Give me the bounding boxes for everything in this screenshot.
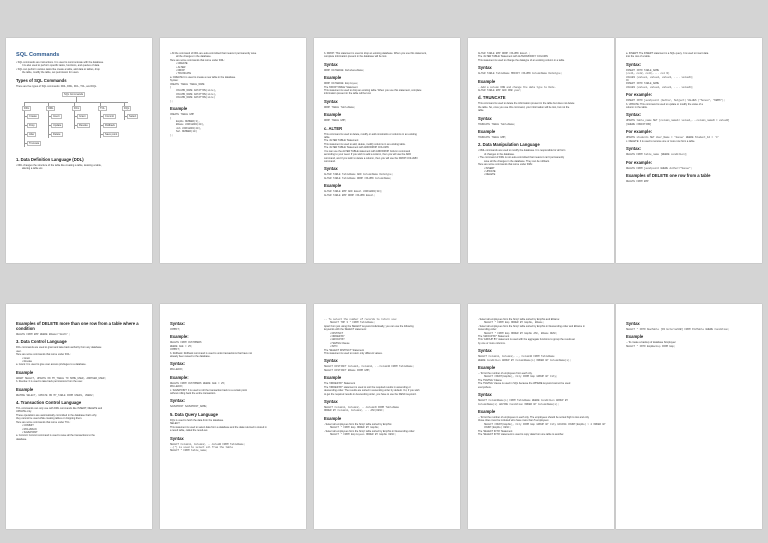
diagram-connector [74, 111, 75, 129]
section-heading: Syntax [478, 115, 492, 121]
text-line: a. Grant: It is used to give user access privileges to a database. [16, 363, 87, 367]
section-heading: Syntax [626, 321, 640, 326]
code-line: GRANT SELECT, UPDATE ON MY_TABLE TO SOME_USER, ANOTHER_USER; [16, 376, 107, 380]
diagram-leaf: Commit [105, 115, 114, 119]
text-line: database. [16, 437, 27, 441]
text-line: • DML commands are used to modify the database. It is responsible for all form [478, 149, 606, 152]
code-line: TRUNCATE TABLE TableName; [478, 122, 516, 126]
code-line: DROP DATABASE Employee; [324, 82, 359, 86]
code-line: SELECT TOP 3 * FROM TableName; [330, 321, 376, 325]
code-line: SELECT Column1, Column2,..., ColumnN FROM TableName [478, 355, 555, 359]
section-heading: c. ALTER [324, 125, 343, 131]
section-heading: Example [324, 75, 342, 81]
section-heading: Example [478, 365, 496, 371]
code-line: SELECT COUNT(EmpNo), City FROM Emp GROUP BY City; [484, 375, 558, 379]
section-heading: Example: [170, 334, 189, 340]
text-line: • The command of DML is not auto-committed that means it can't permanently [478, 156, 606, 159]
text-line: -- To list the number of employees from each city. [478, 372, 533, 376]
page-4 [468, 38, 614, 263]
diagram-leaf: Rollback [105, 124, 115, 128]
code-line: DROP TABLE TableName; [324, 105, 356, 109]
code-line: INSERT INTO TABLE_NAME [626, 82, 660, 86]
text-line: - Select all employees from the 'Emp' table sorted by EmpNo in Descending order and EName in [478, 324, 585, 328]
text-line: • DISTINCT [324, 332, 452, 335]
code-line: INSERT INTO javatpoint (Author, Subject) VALUES ("Sonoo", "DBMS"); [626, 99, 726, 103]
code-line: ROLLBACK; [170, 368, 184, 372]
text-line: those cities must be included who have more than 5 employees: [478, 419, 550, 423]
code-line: ROLLBACK; [170, 385, 184, 389]
text-block [16, 321, 144, 441]
code-line: Job VARCHAR2(20), [176, 126, 202, 130]
text-line: The 'GROUP BY' Statement [478, 335, 510, 339]
diagram-leaf: Save point [105, 133, 118, 137]
text-block [16, 157, 144, 171]
text-line: The 'SELECT INTO' statement is used to copy data from one table to another. [478, 432, 565, 436]
text-line: • HAVING Clause [324, 342, 452, 345]
text-line: -- To list the number of employees in each city. The employees should be sorted high to low and only [478, 415, 590, 419]
section-heading: Example: [170, 374, 189, 380]
section-heading: Example [478, 129, 496, 135]
diagram-leaf: Grant [79, 115, 86, 119]
diagram-group-ddl: DDL [24, 107, 30, 111]
text-line: c. DELETE: It is used to remove one or more row from a table. [626, 139, 696, 143]
text-line: The 'ALTER TABLE' Statement with ADD/DROP COLUMN [324, 146, 389, 150]
section-heading: Example [16, 386, 34, 392]
text-block [478, 52, 606, 177]
code-line: [WHERE CONDITION] [626, 122, 652, 126]
text-line: • SQL commands are instructions. It is used to communicate with the database. [16, 61, 144, 64]
text-line: table. [478, 109, 485, 113]
text-line: • UPDATE [478, 170, 606, 173]
text-line: the table. So, once you use this command, your information will be lost, but not the [478, 105, 570, 109]
text-line: Ascending order: [478, 328, 497, 332]
page-5 [616, 38, 762, 263]
text-line: TCL commands can only use with DML commands like INSERT, DELETE and [16, 407, 103, 411]
section-heading: Example [324, 415, 342, 421]
code-line: CREATE TABLE EMP [170, 113, 195, 117]
text-line: altering a table etc. [22, 167, 44, 171]
text-line: command, and if you wish to delete a column, then you will use the DROP COLUMN [324, 156, 418, 160]
section-heading: Syntax [324, 61, 338, 67]
section-heading: Syntax [478, 392, 492, 398]
section-heading: Example [16, 369, 34, 375]
text-line: This 'GROUP BY' statement is used with the aggregate functions to group the result-set [478, 338, 575, 342]
section-heading: For example: [626, 92, 653, 98]
text-line: already been saved to the database. [170, 355, 211, 359]
text-line: user. [16, 349, 22, 353]
text-line: DCL commands are used to grant and take back authority from any database [16, 346, 102, 350]
section-heading: Types of SQL Commands [16, 77, 67, 83]
text-line: - Select all employees from the 'Emp' table sorted by EmpNo: [324, 422, 392, 426]
text-line: table. [324, 136, 331, 140]
text-line: they cannot be used while creating tables or dropping them. [16, 417, 83, 421]
code-line: COLUMN_NAME DATATYPE(size), [176, 92, 217, 96]
text-line: keywords with the SELECT statement: [324, 328, 367, 332]
section-heading: For example: [626, 129, 653, 135]
text-line: • GROUP BY [324, 338, 452, 341]
text-line: The 'HAVING' clause is used in SQL because the WHERE keyword cannot be used [478, 382, 571, 386]
text-line: • All the command of DDL are auto-committed that means it permanently save [170, 52, 298, 55]
text-line: This statement is used to select data from a database and the data returned is stored in [170, 425, 267, 429]
text-line: DQL is used to fetch the data from the database. [170, 418, 224, 422]
text-line: into the row of a table. [626, 55, 651, 59]
code-line: Sal NUMBER(10) [176, 130, 198, 134]
text-line: • ORDER BY [324, 335, 452, 338]
text-line: This statement is used to add, delete, modify columns in an existing table. [324, 142, 406, 146]
code-line: EName VARCHAR2(20), [176, 123, 205, 127]
code-line: WHERE Condition GROUP BY ColumnName(s) ORDER BY ColumnName(s); [478, 358, 572, 362]
text-block [16, 85, 144, 88]
code-line: VALUES (value1, value2, value3, .... valueN); [626, 75, 694, 79]
text-line: b. DROP: This statement is used to drop an existing database. When you use this statement, [324, 52, 427, 55]
code-line: ( [170, 86, 172, 90]
section-heading: 5. Data Query Language [170, 411, 218, 417]
section-heading: Examples of DELETE more than one row from a table where a condition [16, 321, 139, 331]
code-line: SELECT ColumnName(s) FROM TableName WHERE Condition GROUP BY [478, 399, 569, 403]
diagram-leaf: Insert [53, 115, 60, 119]
text-line: • CREATE [170, 62, 298, 65]
code-line: DELETE FROM table_name [WHERE condition]; [626, 153, 688, 157]
code-line: ALTER TABLE EMP DROP COLUMN Email ; [478, 52, 531, 55]
diagram-leaf: Select [129, 115, 137, 119]
section-heading: Syntax [170, 435, 184, 441]
text-line: • Revoke [16, 360, 144, 363]
diagram-root: SQL Commands [64, 93, 84, 97]
text-line: Or [626, 79, 629, 83]
code-line: COMMIT; [170, 328, 181, 331]
page-10 [616, 304, 762, 529]
text-line: everywhere. [478, 385, 492, 389]
page-3 [314, 38, 460, 263]
code-line: DELETE FROM CUSTOMERS WHERE AGE = 25; [170, 381, 226, 385]
section-heading: Syntax [324, 358, 338, 364]
diagram-leaf: Drop [29, 124, 35, 128]
section-heading: Example [478, 408, 496, 414]
text-line: command. [324, 159, 336, 163]
text-line: • INTO [324, 345, 452, 348]
text-block [170, 321, 298, 453]
text-line: Here are some commands that come under DDL: [170, 58, 225, 62]
code-line: DROP DATABASE DatabaseName; [324, 68, 365, 72]
code-line: COMMIT; [170, 348, 181, 352]
section-heading: 3. Data Control Language [16, 339, 67, 345]
page-8 [314, 304, 460, 529]
text-line: descending order. The results are sorted in ascending order by default. Yet, if you wish [324, 389, 420, 393]
code-line: VALUES (value1, value2, value3, .... valueN); [626, 85, 694, 89]
code-line: UPDATE students SET User_Name = 'Sonoo' WHERE Student_Id = '3' [626, 136, 720, 140]
code-line: ); [170, 133, 174, 137]
code-line: (col1, col2, col3,.... col N) [626, 72, 670, 76]
code-line: REVOKE SELECT, UPDATE ON MY_TABLE FROM USER1, USER2; [16, 393, 95, 397]
code-line: SELECT DISTINCT Column1, Column2, ...ColumnN FROM TableName; [324, 365, 415, 369]
text-line: • ALTER [170, 66, 298, 69]
text-block [170, 52, 298, 137]
section-heading: Examples of DELETE one row from a table [626, 172, 711, 178]
code-line: SELECT DISTINCT EName FROM EMP; [324, 368, 371, 372]
text-line: b. Revoke: It is used to take back permissions from the user. [16, 380, 83, 384]
text-line: a. Commit: Commit command is used to save all the transactions to the [16, 434, 95, 438]
code-line: ALTER TABLE TableName MODIFY COLUMN ColumnName Datatype; [478, 72, 563, 76]
code-line: DELETE FROM EMP [626, 179, 649, 183]
page-2 [160, 38, 306, 263]
text-line: - Select all employees from the 'Emp' table sorted by EmpNo and EName: [478, 318, 560, 321]
text-line: The 'ALTER TABLE' Statement with ALTER/MODIFY COLUMN [478, 55, 548, 59]
code-line: SELECT * FROM Emp ORDER BY EmpNo, EName; [484, 321, 545, 325]
text-line: Here are some commands that come under DML: [478, 163, 533, 167]
section-heading: Example [626, 334, 644, 340]
page-1 [6, 38, 152, 263]
code-line: ALTER TABLE EMP ADD DOB year; [478, 89, 522, 93]
section-heading: For example: [626, 159, 653, 165]
code-line: SELECT Column1, Column2, ...ColumnN FROM TableName [324, 405, 400, 409]
text-line: You can use the ALTER TABLE statement with ADD/DROP Column command [324, 149, 411, 153]
section-heading: Syntax [478, 65, 492, 71]
code-line: --(*) is used to select all from the table [170, 445, 234, 449]
page-7 [160, 304, 306, 529]
text-line: a result table, called the result-set. [170, 429, 209, 433]
text-line: SELECT [170, 422, 180, 426]
text-line: without rolling back the entire transaction. [170, 392, 216, 396]
code-line: ); [170, 99, 174, 103]
code-line: COUNT(EmpNo) DESC; [484, 426, 512, 430]
text-line: the table, modify the table, set permission for users. [22, 71, 80, 75]
text-line: This command is used to delete, modify or add constraints or columns in an existing [324, 132, 417, 136]
text-line: by one or more columns. [478, 341, 506, 345]
text-line: This statement is used to change the datatype of an existing column in a table. [478, 58, 565, 62]
diagram-leaf: Create [29, 115, 37, 119]
text-line: a. INSERT: The INSERT statement is a SQL query. It is used to insert data [626, 52, 709, 55]
code-line: ALTER TABLE TableName ADD ColumnName Datatype; [324, 173, 394, 177]
diagram-leaf: Truncate [29, 142, 40, 146]
diagram-leaf: Revoke [79, 124, 88, 128]
section-heading: d. TRUNCATE [478, 95, 506, 101]
code-line: DELETE FROM javatpoint WHERE Author="Sonoo"; [626, 166, 693, 170]
code-line: ORDER BY Column1, Column2, ... ASC|DESC; [324, 409, 385, 413]
text-line: The 'ORDER BY' Statement [324, 382, 356, 386]
diagram-group-dcl: DCL [74, 107, 80, 111]
code-line: WHERE AGE = 25; [170, 344, 193, 348]
diagram-leaf: Update [53, 124, 62, 128]
code-line: SELECT * FROM table_name; [170, 449, 208, 453]
diagram-connector [24, 102, 128, 103]
text-line: • TRUNCATE [170, 72, 298, 75]
section-heading: Syntax: [170, 398, 186, 404]
code-line: --Add a column DOB and change the data type to Date. [478, 85, 557, 89]
section-heading: Syntax [478, 348, 492, 354]
section-heading: Example [170, 106, 188, 112]
text-line: -- To create a backup of database 'Employee' [626, 341, 676, 345]
code-line: DELETE FROM CUSTOMERS [170, 341, 202, 345]
text-line: Syntax: [170, 79, 179, 83]
text-block [626, 321, 754, 348]
text-line: - Select all employees from the 'Emp' table sorted by EmpNo in Descending order: [324, 429, 415, 433]
code-line: SELECT * FROM Employees ORDER BY EmpNo DESC; [330, 432, 397, 436]
code-line: SELECT * INTO EmpBackup FROM Emp; [626, 344, 676, 348]
section-heading: Syntax: [170, 361, 186, 367]
text-line: UPDATE only. [16, 410, 32, 414]
code-line: UPDATE table_name SET [column_name1= value1,...column_nameN = valueN] [626, 119, 730, 123]
text-line: b. UPDATE: This command is used to update or modify the value of a [626, 102, 703, 106]
text-line: complete information present in the database will be lost. [324, 55, 387, 59]
section-heading: Example [324, 112, 342, 118]
diagram-group-dql: DQL [124, 107, 130, 111]
code-line: SAVEPOINT SAVEPOINT_NAME; [170, 405, 208, 409]
text-line: a. CREATE It is used to create a new table in the database. [170, 75, 236, 79]
code-line: ( [170, 116, 172, 120]
code-line: INSERT INTO TABLE_NAME [626, 68, 660, 72]
text-line: The 'ALTER TABLE' Statement [324, 139, 359, 143]
text-line: • Grant [16, 357, 144, 360]
page-title: SQL Commands [16, 52, 60, 58]
section-heading: Syntax [324, 398, 338, 404]
diagram-leaf: Alter [29, 133, 35, 137]
code-line: COLUMN_NAME DATATYPE(size) [176, 96, 216, 100]
diagram-leaf: Delete [53, 133, 61, 137]
text-line: c. SAVEPOINT: It is used to roll the transaction back to a certain point [170, 388, 247, 392]
text-line: • DELETE [478, 173, 606, 176]
code-line: ALTER TABLE EMP DROP COLUMN Email; [324, 193, 376, 197]
text-line: • ROLLBACK [16, 428, 144, 431]
code-line: SELECT * INTO NewTable [IN ExternalDB] FROM OldTable WHERE Condition; [626, 328, 730, 331]
text-line: This command is used to delete the information present in the table but does not delete [478, 102, 575, 106]
diagram-group-dml: DML [48, 107, 54, 111]
section-heading: 2. Data Manipulation Language [478, 142, 540, 148]
text-line: • INSERT [478, 167, 606, 170]
text-line: Apart from just using the SELECT keyword individually, you can use the following [324, 324, 414, 328]
text-line: There are five types of SQL commands: DDL, DML, DCL, TCL, and DQL. [16, 84, 98, 88]
code-line: ALTER TABLE EMP ADD Email VARCHAR2(30); [324, 190, 383, 194]
text-line: Here are some commands that come under TCL: [16, 420, 71, 424]
code-line: EmpNo NUMBER(3), [176, 119, 201, 123]
text-line: Here are some commands that come under DCL: [16, 353, 71, 357]
sql-commands-diagram [16, 92, 136, 154]
text-block [324, 318, 452, 436]
page-9 [468, 304, 614, 529]
text-line: The 'SELECT INTO' Statement [478, 429, 513, 433]
code-line: ColumnName(s) HAVING Condition ORDER BY ColumnName(s); [478, 402, 560, 406]
text-line: These operations are automatically committed in the database that's why [16, 413, 97, 417]
section-heading: Syntax: [626, 112, 642, 118]
section-heading: Syntax [324, 166, 338, 172]
text-line: according to your need. If you wish to add a column, then you will use the ADD [324, 153, 411, 157]
text-line: column in the table. [626, 106, 648, 110]
code-line: SELECT * FROM Emp ORDER BY EmpNo; [330, 426, 380, 430]
text-line: • DROP [170, 69, 298, 72]
code-line: DROP TABLE EMP; [324, 119, 347, 123]
code-line: SELECT COUNT(EmpNo), City FROM Emp GROUP BY City HAVING COUNT(EmpNo) > 2 ORDER BY [484, 422, 606, 426]
code-line: COLUMN_NAME DATATYPE(size), [176, 89, 217, 93]
section-heading: Syntax [324, 98, 338, 104]
text-line: to get the required results in descending order, you have to use the DESC keyword. [324, 392, 417, 396]
text-line: • SQL can perform various tasks like create a table, add data to tables, drop [16, 68, 144, 71]
code-line: ALTER TABLE TableName DROP COLUMN ColumnName; [324, 176, 392, 180]
text-line: The 'SELECT DISTINCT' Statement [324, 348, 364, 352]
text-line: all the changes in the database. [176, 55, 212, 59]
text-line: The 'DROP TABLE' Statement [324, 85, 358, 89]
code-line: TRUNCATE TABLE EMP; [478, 136, 507, 140]
code-line: DELETE FROM EMP WHERE EName='Smith'; [16, 333, 71, 336]
section-heading: Syntax: [626, 61, 642, 67]
code-line: CREATE TABLE TABLE_NAME [170, 82, 205, 86]
text-line: This statement is used to return only different values. [324, 352, 383, 356]
text-line: information present in the table will be lost. [324, 92, 372, 96]
text-line: The 'HAVING' Clause [478, 378, 502, 382]
text-line: The 'ORDER BY' statement is used to sort the required results in ascending or [324, 385, 411, 389]
text-line: • COMMIT [16, 424, 144, 427]
text-block [626, 52, 754, 183]
section-heading: Syntax: [170, 321, 186, 326]
section-heading: 4. Transaction Control Language [16, 400, 82, 406]
text-line: It is also used to perform specific tasks, functions, and queries of data. [22, 64, 100, 68]
code-line: SELECT Column1, Column2, ...ColumN FROM TableName; [170, 442, 246, 446]
text-block [478, 318, 606, 436]
code-line: -- To select the number of records to return use: [324, 318, 398, 321]
text-line: This statement is used to drop an existing table. When you use this statement, complete [324, 89, 422, 93]
section-heading: Example [324, 183, 342, 189]
section-heading: Syntax: [626, 146, 642, 152]
text-line: save all the changes in the database. They can be rollback. [484, 159, 550, 163]
section-heading: Example [478, 78, 496, 84]
text-block [324, 52, 452, 197]
text-line: • SAVEPOINT [16, 431, 144, 434]
text-line: • DDL changes the structure of the table like creating a table, deleting a table, [16, 164, 144, 167]
code-line: SELECT * FROM Emp ORDER BY EmpNo ASC, EName DESC; [484, 331, 558, 335]
page-6 [6, 304, 152, 529]
section-heading: 1. Data Definition Language (DDL) [16, 157, 84, 163]
text-line: of changes in the database. [484, 152, 515, 156]
text-block [16, 61, 144, 75]
diagram-group-tcl: TCL [100, 107, 105, 111]
section-heading: Example [324, 375, 342, 381]
text-line: b. Rollback: Rollback command is used to undo transactions that have not [170, 351, 252, 355]
